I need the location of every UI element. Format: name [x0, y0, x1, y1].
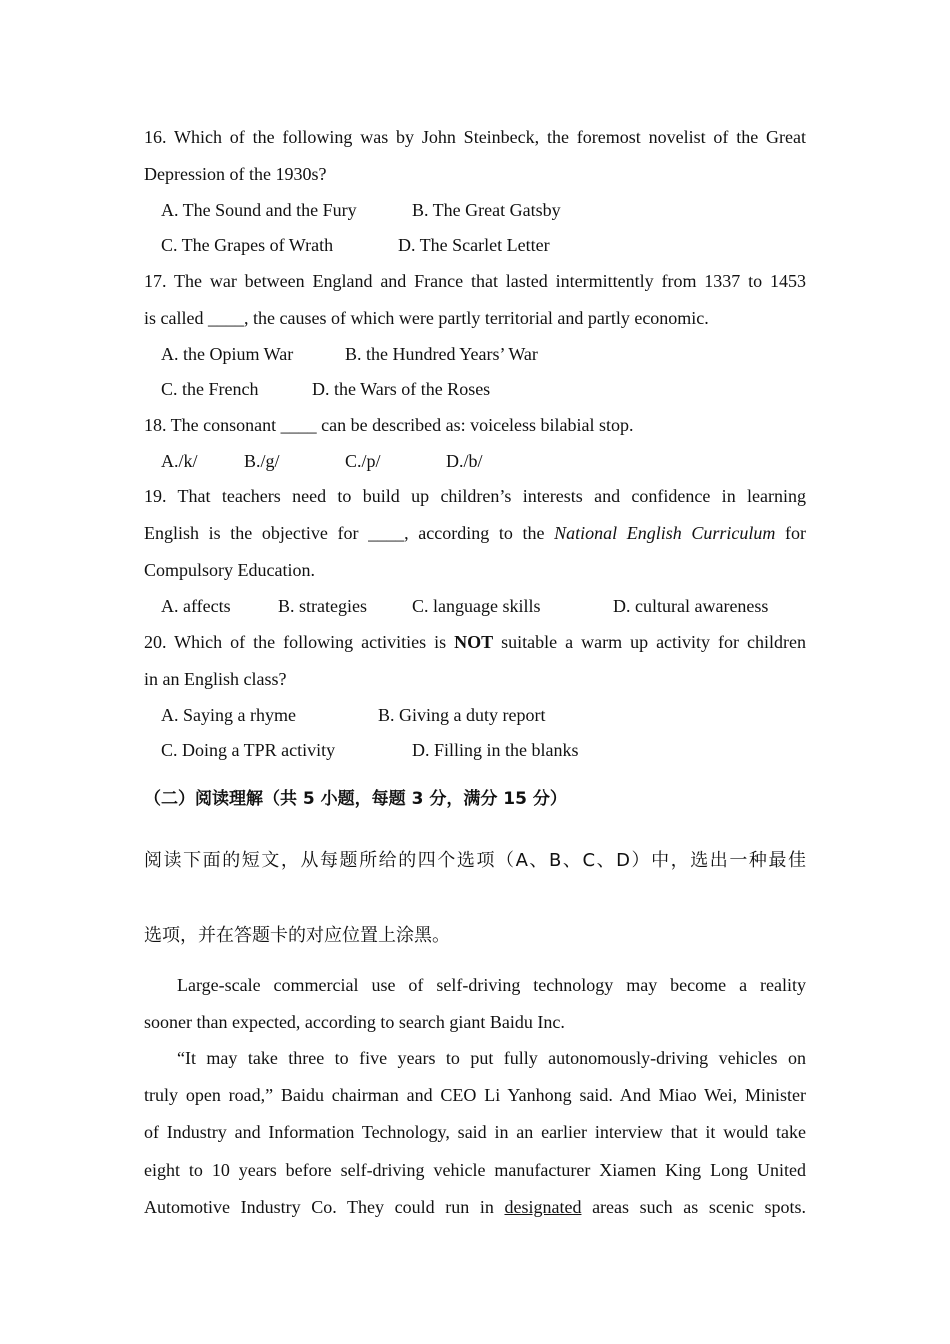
option-c: C. The Grapes of Wrath	[161, 235, 334, 255]
question-16-line-2: Depression of the 1930s?	[144, 164, 327, 184]
option-a: A. The Sound and the Fury	[161, 200, 357, 220]
option-a: A. Saying a rhyme	[161, 705, 296, 725]
underlined-word: designated	[504, 1197, 582, 1217]
option-c: C. the French	[161, 379, 259, 399]
question-20-line-2: in an English class?	[144, 669, 287, 689]
option-a: A. the Opium War	[161, 344, 294, 364]
option-d: D. the Wars of the Roses	[312, 379, 491, 399]
option-d: D. Filling in the blanks	[412, 740, 579, 760]
passage-p2-line-5-text: Automotive Industry Co. They could run in	[144, 1197, 505, 1217]
question-19-line-2-text: English is the objective for ____, according to the	[144, 523, 555, 543]
option-c: C. Doing a TPR activity	[161, 740, 336, 760]
option-b: B. the Hundred Years’ War	[345, 344, 538, 364]
option-b: B. strategies	[278, 596, 367, 616]
option-b: B./g/	[244, 451, 280, 471]
section-instruction-line-1: 阅读下面的短文，从每题所给的四个选项（A、B、C、D）中，选出一种最佳	[144, 850, 806, 871]
question-17-line-2: is called ____, the causes of which were partly territorial and partly economic.	[144, 308, 709, 328]
question-19-line-2-end: for	[775, 523, 806, 543]
curriculum-title: National English Curriculum	[554, 523, 776, 543]
passage-p2-line-5-end: areas such as scenic spots.	[581, 1197, 806, 1217]
question-18-line-1: 18. The consonant ____ can be described as: voiceless bilabial stop.	[144, 415, 634, 435]
question-19-line-3: Compulsory Education.	[144, 560, 315, 580]
question-19-line-2	[144, 522, 806, 544]
option-a: A. affects	[161, 596, 231, 616]
emphasis-not: NOT	[454, 632, 494, 652]
question-20-line-1-text: 20. Which of the following activities is	[144, 632, 455, 652]
option-c: C. language skills	[412, 596, 541, 616]
question-19-line-1: 19. That teachers need to build up children’s interests and confidence in learning	[144, 486, 806, 506]
question-16-line-1: 16. Which of the following was by John Steinbeck, the foremost novelist of the Great	[144, 127, 806, 147]
option-c: C./p/	[345, 451, 381, 471]
option-a: A./k/	[161, 451, 198, 471]
passage-p2-line-2: truly open road,” Baidu chairman and CEO Li Yanhong said. And Miao Wei, Minister	[144, 1085, 806, 1105]
passage-p2-line-1: “It may take three to five years to put fully autonomously-driving vehicles on	[177, 1048, 806, 1068]
question-20-line-1	[144, 631, 806, 653]
option-d: D./b/	[446, 451, 483, 471]
question-17-line-1: 17. The war between England and France that lasted intermittently from 1337 to 1453	[144, 271, 806, 291]
option-b: B. Giving a duty report	[378, 705, 546, 725]
section-title: （二）阅读理解（共 5 小题，每题 3 分，满分 15 分）	[144, 789, 567, 809]
option-b: B. The Great Gatsby	[412, 200, 561, 220]
section-instruction-line-2: 选项，并在答题卡的对应位置上涂黑。	[144, 925, 450, 946]
passage-p2-line-3: of Industry and Information Technology, said in an earlier interview that it would take	[144, 1122, 806, 1142]
passage-p1-line-2: sooner than expected, according to search giant Baidu Inc.	[144, 1012, 565, 1032]
option-d: D. cultural awareness	[613, 596, 769, 616]
passage-p2-line-5	[144, 1196, 806, 1218]
passage-p1-line-1: Large-scale commercial use of self-driving technology may become a reality	[177, 975, 806, 995]
option-d: D. The Scarlet Letter	[398, 235, 550, 255]
question-20-line-1-end: suitable a warm up activity for children	[493, 632, 807, 652]
passage-p2-line-4: eight to 10 years before self-driving vehicle manufacturer Xiamen King Long United	[144, 1160, 806, 1180]
